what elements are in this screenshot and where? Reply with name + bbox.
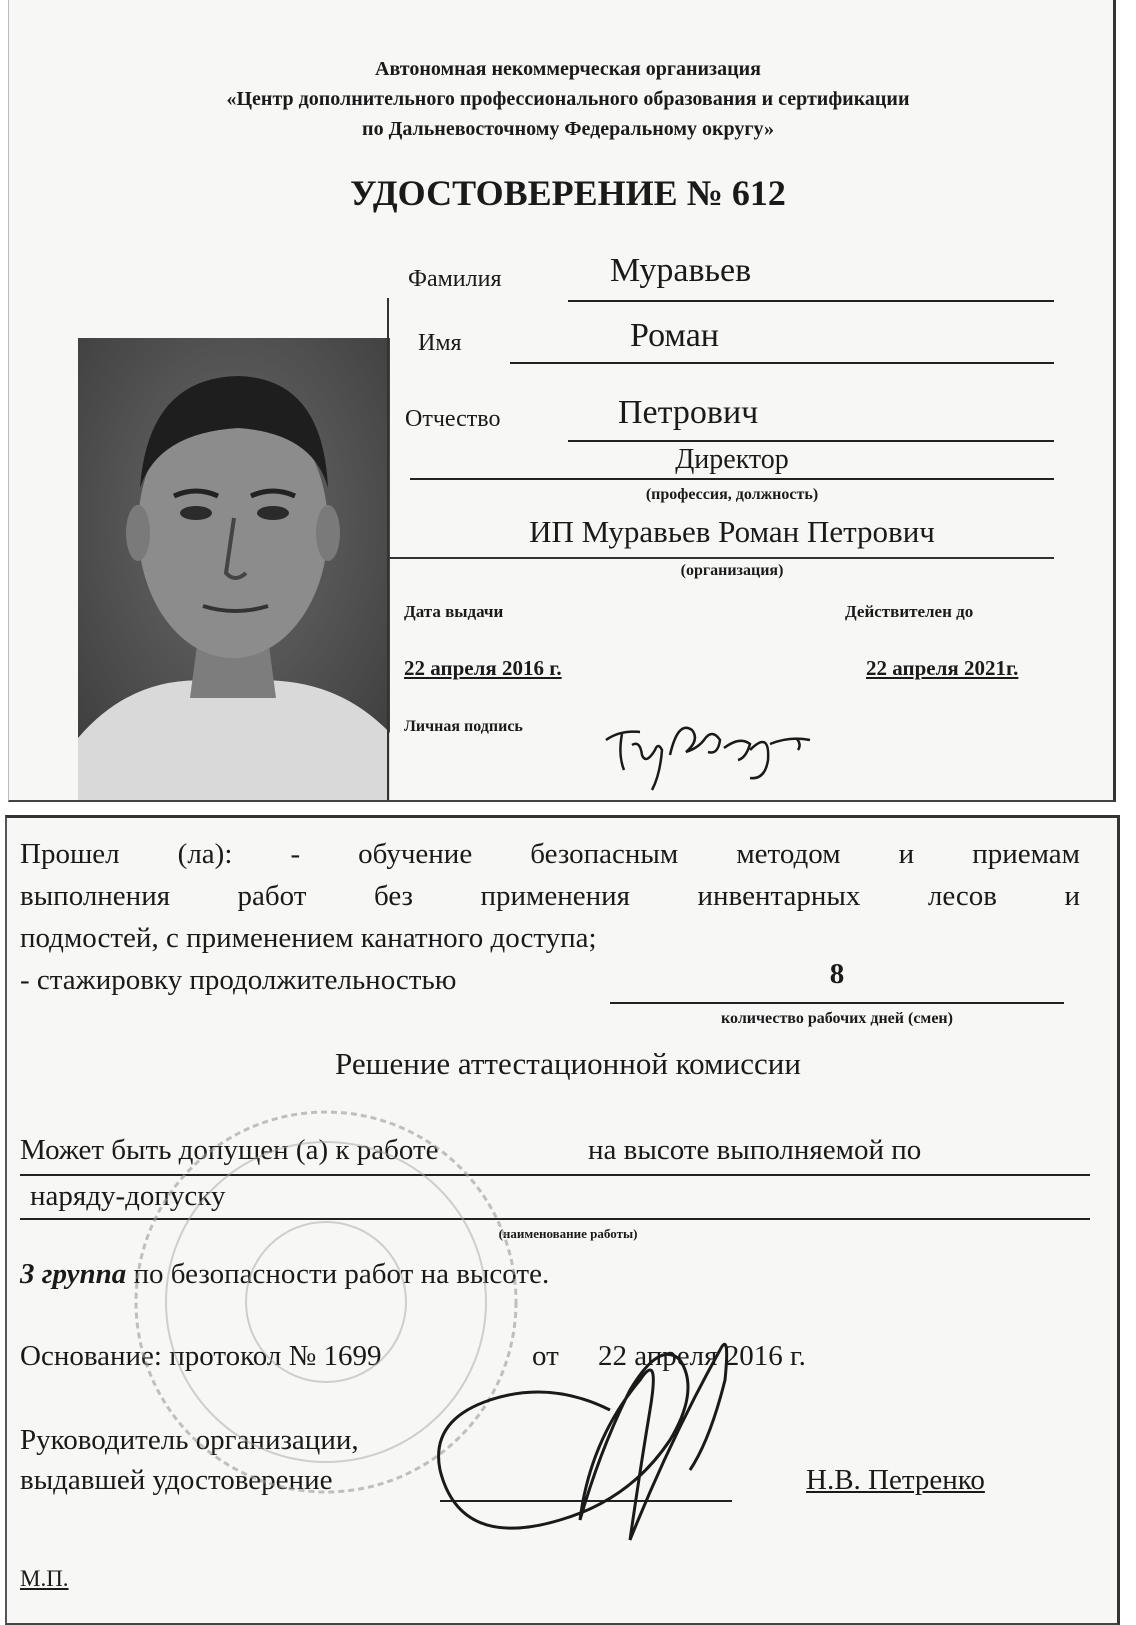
issue-date-value: 22 апреля 2016 г. — [404, 656, 562, 680]
org-line-3: по Дальневосточному Федеральному округу» — [362, 118, 774, 140]
person-photo-icon — [78, 338, 390, 800]
patronymic-underline — [568, 440, 1054, 442]
commission-title: Решение аттестационной комиссии — [335, 1046, 801, 1081]
org-line-2: «Центр дополнительного профессионального образования и сертификации — [226, 88, 910, 110]
basis-protocol: Основание: протокол № 1699 — [20, 1340, 382, 1372]
surname-label: Фамилия — [408, 266, 502, 292]
patronymic-value: Петрович — [618, 394, 759, 431]
admission-line-1b: на высоте выполняемой по — [588, 1134, 922, 1166]
head-signature-underline — [440, 1500, 732, 1502]
org-line-1: Автономная некоммерческая организация — [375, 58, 761, 80]
seal-place: М.П. — [20, 1566, 69, 1591]
safety-group-number: 3 группа — [20, 1258, 127, 1290]
position-caption: (профессия, должность) — [645, 486, 819, 503]
certificate-title: УДОСТОВЕРЕНИЕ № 612 — [350, 173, 786, 213]
issue-date-label: Дата выдачи — [404, 602, 504, 621]
work-name-caption: (наименование работы) — [498, 1226, 638, 1241]
organization-caption: (организация) — [680, 562, 784, 579]
basis-date: 22 апреля 2016 г. — [598, 1340, 806, 1372]
name-value: Роман — [630, 317, 719, 354]
training-line-3: подмостей, с применением канатного доступа; — [20, 922, 597, 954]
training-days-value: 8 — [829, 958, 845, 990]
head-line-2: выдавшей удостоверение — [20, 1464, 333, 1496]
surname-value: Муравьев — [610, 252, 752, 289]
patronymic-label: Отчество — [405, 406, 501, 432]
frame-divider-vertical — [387, 298, 389, 800]
personal-signature-label: Личная подпись — [404, 718, 523, 735]
holder-photo — [78, 338, 390, 800]
admission-underline-1 — [20, 1174, 1090, 1176]
training-line-4: - стажировку продолжительностью — [20, 964, 457, 996]
head-name: Н.В. Петренко — [806, 1464, 985, 1496]
position-underline — [410, 478, 1054, 480]
head-line-1: Руководитель организации, — [20, 1424, 359, 1456]
training-days-caption: количество рабочих дней (смен) — [721, 1010, 953, 1027]
name-underline — [510, 362, 1054, 364]
safety-group-text: по безопасности работ на высоте. — [126, 1258, 550, 1290]
training-line-1: Прошел (ла): - обучение безопасным методом и приемам — [20, 838, 1080, 870]
name-label: Имя — [418, 330, 462, 356]
training-line-2: выполнения работ без применения инвентарных лесов и — [20, 880, 1080, 912]
safety-group-line — [20, 1258, 549, 1291]
surname-underline — [568, 300, 1054, 302]
frame-divider-horizontal — [387, 557, 1054, 559]
admission-line-1a: Может быть допущен (а) к работе — [20, 1134, 439, 1166]
organization-value: ИП Муравьев Роман Петрович — [529, 514, 935, 549]
position-value: Директор — [675, 444, 789, 475]
admission-underline-2 — [20, 1218, 1090, 1220]
valid-until-label: Действителен до — [845, 602, 974, 621]
admission-line-2: наряду-допуску — [30, 1180, 226, 1212]
basis-from: от — [532, 1340, 559, 1372]
valid-until-value: 22 апреля 2021г. — [866, 656, 1019, 680]
training-days-underline — [610, 1002, 1064, 1004]
